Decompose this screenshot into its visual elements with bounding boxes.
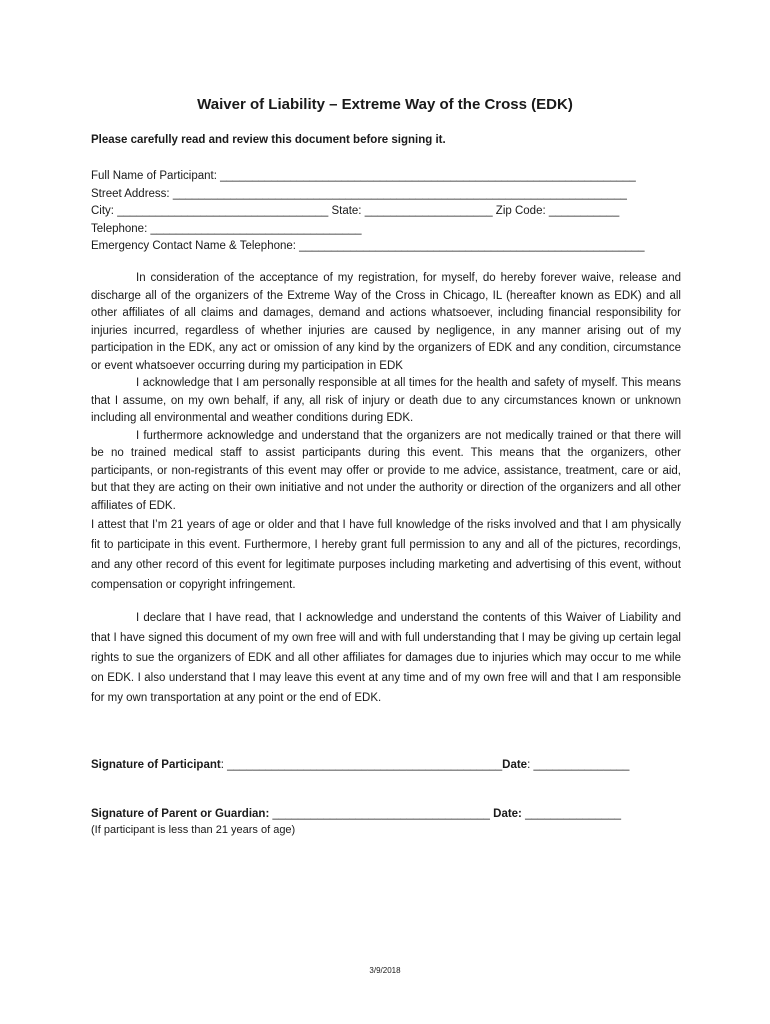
waiver-body	[91, 270, 681, 708]
emergency-contact-field[interactable]: Emergency Contact Name & Telephone: ______________________________________________________	[91, 240, 645, 252]
document-title: Waiver of Liability – Extreme Way of the Cross (EDK)	[197, 96, 573, 113]
street-address-field[interactable]: Street Address: _______________________________________________________________________	[91, 187, 627, 200]
reading-instruction: Please carefully read and review this document before signing it.	[91, 134, 446, 146]
participant-signature-line[interactable]: : ___________________________________________	[220, 759, 503, 771]
guardian-signature-label: Signature of Parent or Guardian:	[91, 808, 270, 820]
footer-date: 3/9/2018	[369, 966, 401, 975]
full-name-field[interactable]: Full Name of Participant: _________________________________________________________________	[91, 170, 636, 182]
participant-signature-row	[91, 757, 681, 773]
attestation-paragraph: I attest that I’m 21 years of age or older and that I have full knowledge of the risks involved and that I am physically fit to participate in this event. Furthermore, I hereby grant full permission to any and all of the pictures, recordings, and any other record of this event for legitimate purposes including marketing and advertising of this event, without compensation or copyright infringement.	[91, 519, 681, 591]
city-state-zip-field[interactable]: City: _________________________________ State: ____________________ Zip Code: ___________	[91, 205, 620, 217]
responsibility-paragraph: I acknowledge that I am personally responsible at all times for the health and safety of myself. This means that I assume, on my own behalf, if any, all risk of injury or death due to any circumstances known or unknown including all environmental and weather conditions during EDK.	[91, 377, 681, 424]
participant-info-fields	[91, 168, 681, 256]
participant-date-label: Date	[502, 759, 528, 771]
guardian-signature-row	[91, 806, 681, 822]
release-paragraph: In consideration of the acceptance of my registration, for myself, do hereby forever waive, release and discharge all of the organizers of the Extreme Way of the Cross in Chicago, IL (hereafter known as EDK) and all other affiliates of all claims and damages, demand and actions whatsoever, including financial responsibility for injuries incurred, regardless of whether injuries are caused by negligence, in any manner arising out of my participation in the EDK, any act or omission of any kind by the organizers of EDK and any condition, circumstance or event whatsoever occurring during my participation in EDK	[91, 272, 681, 372]
guardian-date-line[interactable]: _______________	[521, 808, 622, 820]
medical-paragraph: I furthermore acknowledge and understand that the organizers are not medically trained or that there will be no trained medical staff to assist participants during this event. This means that the organizers, other participants, or non-registrants of this event may offer or provide to me advice, assistance, treatment, care or aid, but that they are acting on their own initiative and not under the authority or direction of the organizers and all other affiliates of EDK.	[91, 429, 681, 512]
participant-signature-label: Signature of Participant	[91, 759, 221, 771]
declaration-paragraph: I declare that I have read, that I acknowledge and understand the contents of this Waiver of Liability and that I have signed this document of my own free will and with full understanding that I may be giving up certain legal rights to sue the organizers of EDK and all other affiliates for damages due to injuries which may occur to me while on EDK. I also understand that I may leave this event at any time and of my own free will and that I am responsible for my own transportation at any point or the end of EDK.	[91, 612, 681, 704]
paragraph-spacer	[91, 595, 681, 608]
guardian-date-label: Date:	[489, 808, 522, 820]
guardian-age-note: (If participant is less than 21 years of age)	[91, 824, 296, 836]
participant-date-line[interactable]: : _______________	[527, 759, 630, 771]
guardian-signature-line[interactable]: __________________________________	[269, 808, 490, 820]
telephone-field[interactable]: Telephone: _________________________________	[91, 222, 362, 235]
